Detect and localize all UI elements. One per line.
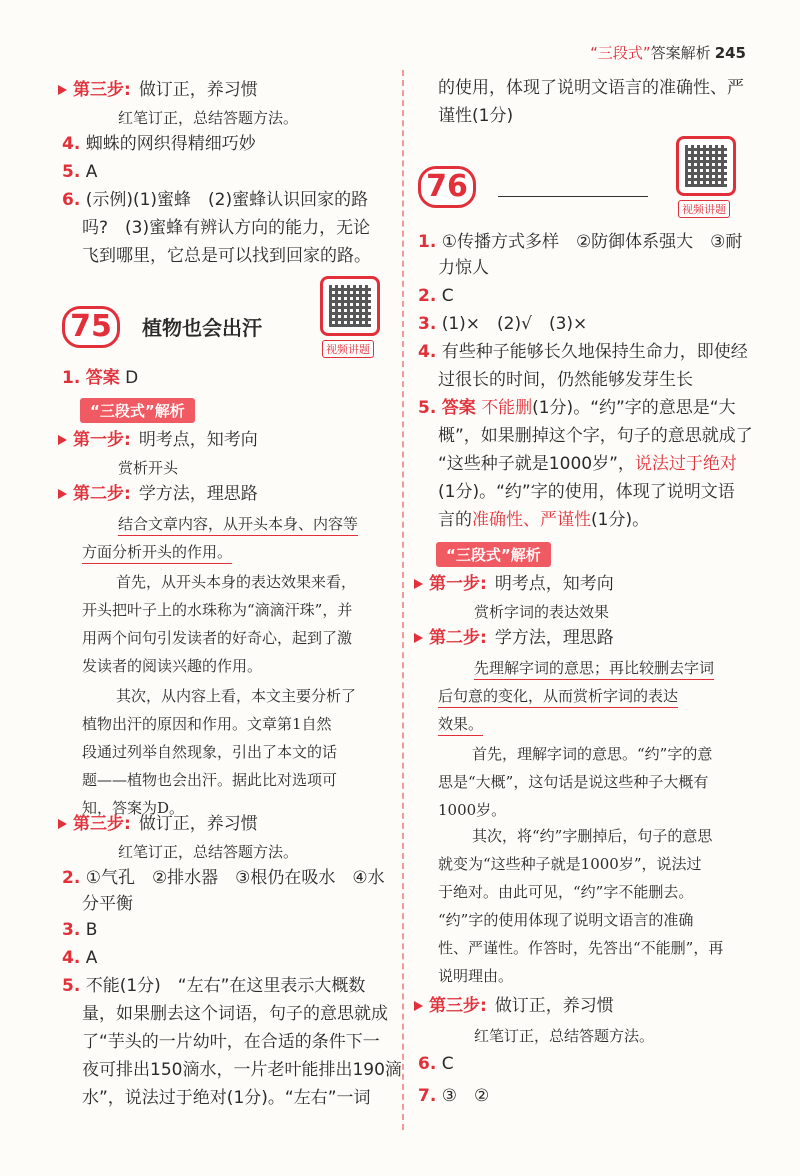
para2-line: 题——植物也会出汗。据此比对选项可 [82,771,338,789]
answer-6-cont: 吗? (3)蜜蜂有辨认方向的能力，无论 [82,218,371,238]
step2-text: 后句意的变化，从而赏析字词的表达 [438,687,678,708]
step-text: 做订正，养习惯 [138,80,258,100]
step2-text: 效果。 [438,715,483,736]
para1-line: 首先，从开头本身的表达效果来看， [116,573,357,591]
answer-5 [62,160,97,184]
para2-line: 说明理由。 [438,967,514,985]
arrow-icon [58,489,67,499]
answer-label: 答案 [85,368,120,388]
para2-line: 其次，将“约”字删掉后，句子的意思 [472,827,713,845]
answer-number: 3. [62,920,81,940]
a1 [62,366,138,390]
answer-3 [62,918,97,942]
r5-cont: (1分)。“约”字的使用，体现了说明文语 [438,482,735,502]
answer-text: 不能(1分) “左右”在这里表示大概数 [85,976,366,996]
r5-cont [438,452,737,476]
r5-text: “这些种子就是1000岁”， [438,454,635,474]
r1-cont: 力惊人 [438,258,489,278]
answer-5b [62,974,365,998]
para1-line: 首先，理解字词的意思。“约”字的意 [472,745,713,763]
step1-body: 赏析开头 [118,459,179,477]
lesson-number: 76 [418,166,476,208]
answer-4 [62,132,256,156]
step3-body: 红笔订正，总结答题方法。 [474,1027,655,1045]
answer-text: (示例)(1)蜜蜂 (2)蜜蜂认识回家的路 [85,190,369,210]
answer-2 [62,866,385,890]
answer-text: B [85,920,98,940]
r5-highlight: 准确性 [472,510,523,530]
r5-cont: 概”，如果删掉这个字，句子的意思就成了 [438,426,753,446]
step3-body: 红笔订正，总结答题方法。 [118,109,299,127]
title-blank-line [498,196,648,197]
lesson-number: 75 [62,306,120,348]
r1 [418,230,742,254]
r5-highlight: 说法过于绝对 [634,454,737,474]
header-label: 答案解析 [650,44,711,62]
r2 [418,284,454,308]
step2-line [438,712,483,736]
step2-text: 方面分析开头的作用。 [82,543,232,564]
qr-label: 视频讲题 [678,200,730,218]
para2-line: 段通过列举自然现象，引出了本文的话 [82,743,338,761]
r7 [418,1084,489,1108]
step1-heading [414,572,614,596]
arrow-icon [58,819,67,829]
answer-text: A [85,162,98,182]
r4-cont: 过很长的时间，仍然能够发芽生长 [438,370,693,390]
answer-number: 5. [62,976,81,996]
answer-2-cont: 分平衡 [82,894,133,914]
page-header [590,42,746,63]
step2-line [474,656,714,680]
para1-line: 开头把叶子上的水珠称为“滴滴汗珠”，并 [82,601,353,619]
step-label: 第二步: [429,628,487,648]
step-label: 第三步: [73,80,131,100]
r5-separator: 、 [523,510,540,530]
step1-heading [58,428,258,452]
qr-code-icon[interactable] [320,276,380,336]
step2-line [438,684,678,708]
lesson-title: 植物也会出汗 [142,316,262,340]
qr-code-icon[interactable] [676,136,736,196]
step-text: 明考点，知考向 [138,430,258,450]
answer-number: 4. [62,134,81,154]
step-text: 明考点，知考向 [494,574,614,594]
step2-heading [58,482,258,506]
para1-line: 发读者的阅读兴趣的作用。 [82,657,263,675]
para2-line: 性、严谨性。作答时，先答出“不能删”，再 [438,939,724,957]
answer-number: 3. [418,314,437,334]
header-tag: “三段式” [590,44,651,62]
step-text: 做订正，养习惯 [138,814,258,834]
step-label: 第一步: [429,574,487,594]
step-label: 第三步: [73,814,131,834]
column-divider [402,70,404,1130]
answer-6 [62,188,368,212]
answer-5b-cont: 量，如果删去这个词语，句子的意思就成 [82,1004,388,1024]
step3b-body: 红笔订正，总结答题方法。 [118,843,299,861]
analysis-badge: “三段式”解析 [436,542,551,567]
cont-line: 谨性(1分) [438,106,514,126]
r5-cont [438,508,649,532]
arrow-icon [58,85,67,95]
answer-number: 4. [418,342,437,362]
step2-line [118,512,358,536]
answer-number: 2. [62,868,81,888]
answer-text: 有些种子能够长久地保持生命力，即使经 [441,342,748,362]
step3-heading [58,78,258,102]
answer-number: 6. [418,1054,437,1074]
answer-number: 1. [62,368,81,388]
answer-5b-cont: 夜可排出150滴水，一片老叶能排出190滴 [82,1060,402,1080]
step-text: 做订正，养习惯 [494,996,614,1016]
step2-text: 先理解字词的意思；再比较删去字词 [474,659,714,680]
arrow-icon [414,579,423,589]
step2-heading [414,626,614,650]
cont-line: 的使用，体现了说明文语言的准确性、严 [438,78,744,98]
r5-highlight: 严谨性 [540,510,591,530]
answer-number: 4. [62,948,81,968]
answer-text: C [441,1054,454,1074]
answer-text: (1分)。“约”字的意思是“大 [532,398,736,418]
r6 [418,1052,454,1076]
para2-line: 就变为“这些种子就是1000岁”，说法过 [438,855,702,873]
answer-text: C [441,286,454,306]
answer-text: A [85,948,98,968]
answer-5b-cont: 水”，说法过于绝对(1分)。“左右”一词 [82,1088,371,1108]
answer-text: ①气孔 ②排水器 ③根仍在吸水 ④水 [85,868,385,888]
step-label: 第一步: [73,430,131,450]
answer-key: 不能删 [481,398,533,418]
answer-number: 5. [418,398,437,418]
answer-text: 蜘蛛的网织得精细巧妙 [85,134,256,154]
para1-line: 1000岁。 [438,801,507,819]
para1-line: 用两个问句引发读者的好奇心，起到了激 [82,629,353,647]
answer-4b [62,946,97,970]
step2-line [82,540,232,564]
para1-line: 思是“大概”，这句话是说这些种子大概有 [438,773,709,791]
step3b-heading [58,812,258,836]
step2-text: 结合文章内容，从开头本身、内容等 [118,515,358,536]
para2-line: 其次，从内容上看，本文主要分析了 [116,687,357,705]
page-number: 245 [714,44,746,62]
answer-label: 答案 [441,398,476,418]
arrow-icon [414,633,423,643]
answer-text: D [125,368,139,388]
answer-text: (1)× (2)√ (3)× [441,314,588,334]
step1-body: 赏析字词的表达效果 [474,603,610,621]
answer-number: 5. [62,162,81,182]
step-label: 第二步: [73,484,131,504]
answer-number: 2. [418,286,437,306]
answer-number: 1. [418,232,437,252]
r5-text: 言的 [438,510,472,530]
para2-line: 知，答案为D。 [82,799,185,817]
arrow-icon [58,435,67,445]
r4 [418,340,748,364]
r5 [418,396,736,420]
qr-label: 视频讲题 [322,340,374,358]
para2-line: 植物出汗的原因和作用。文章第1自然 [82,715,332,733]
step-text: 学方法，理思路 [494,628,614,648]
para2-line: 于绝对。由此可见，“约”字不能删去。 [438,883,694,901]
answer-text: ③ ② [441,1086,490,1106]
r3 [418,312,587,336]
answer-number: 7. [418,1086,437,1106]
answer-text: ①传播方式多样 ②防御体系强大 ③耐 [441,232,743,252]
step-label: 第三步: [429,996,487,1016]
r5-text: (1分)。 [591,510,650,530]
answer-5b-cont: 了“芋头的一片幼叶，在合适的条件下一 [82,1032,380,1052]
analysis-badge: “三段式”解析 [80,398,195,423]
answer-6-cont: 飞到哪里，它总是可以找到回家的路。 [82,246,371,266]
step-text: 学方法，理思路 [138,484,258,504]
step3-heading [414,994,614,1018]
answer-number: 6. [62,190,81,210]
para2-line: “约”字的使用体现了说明文语言的准确 [438,911,694,929]
arrow-icon [414,1001,423,1011]
